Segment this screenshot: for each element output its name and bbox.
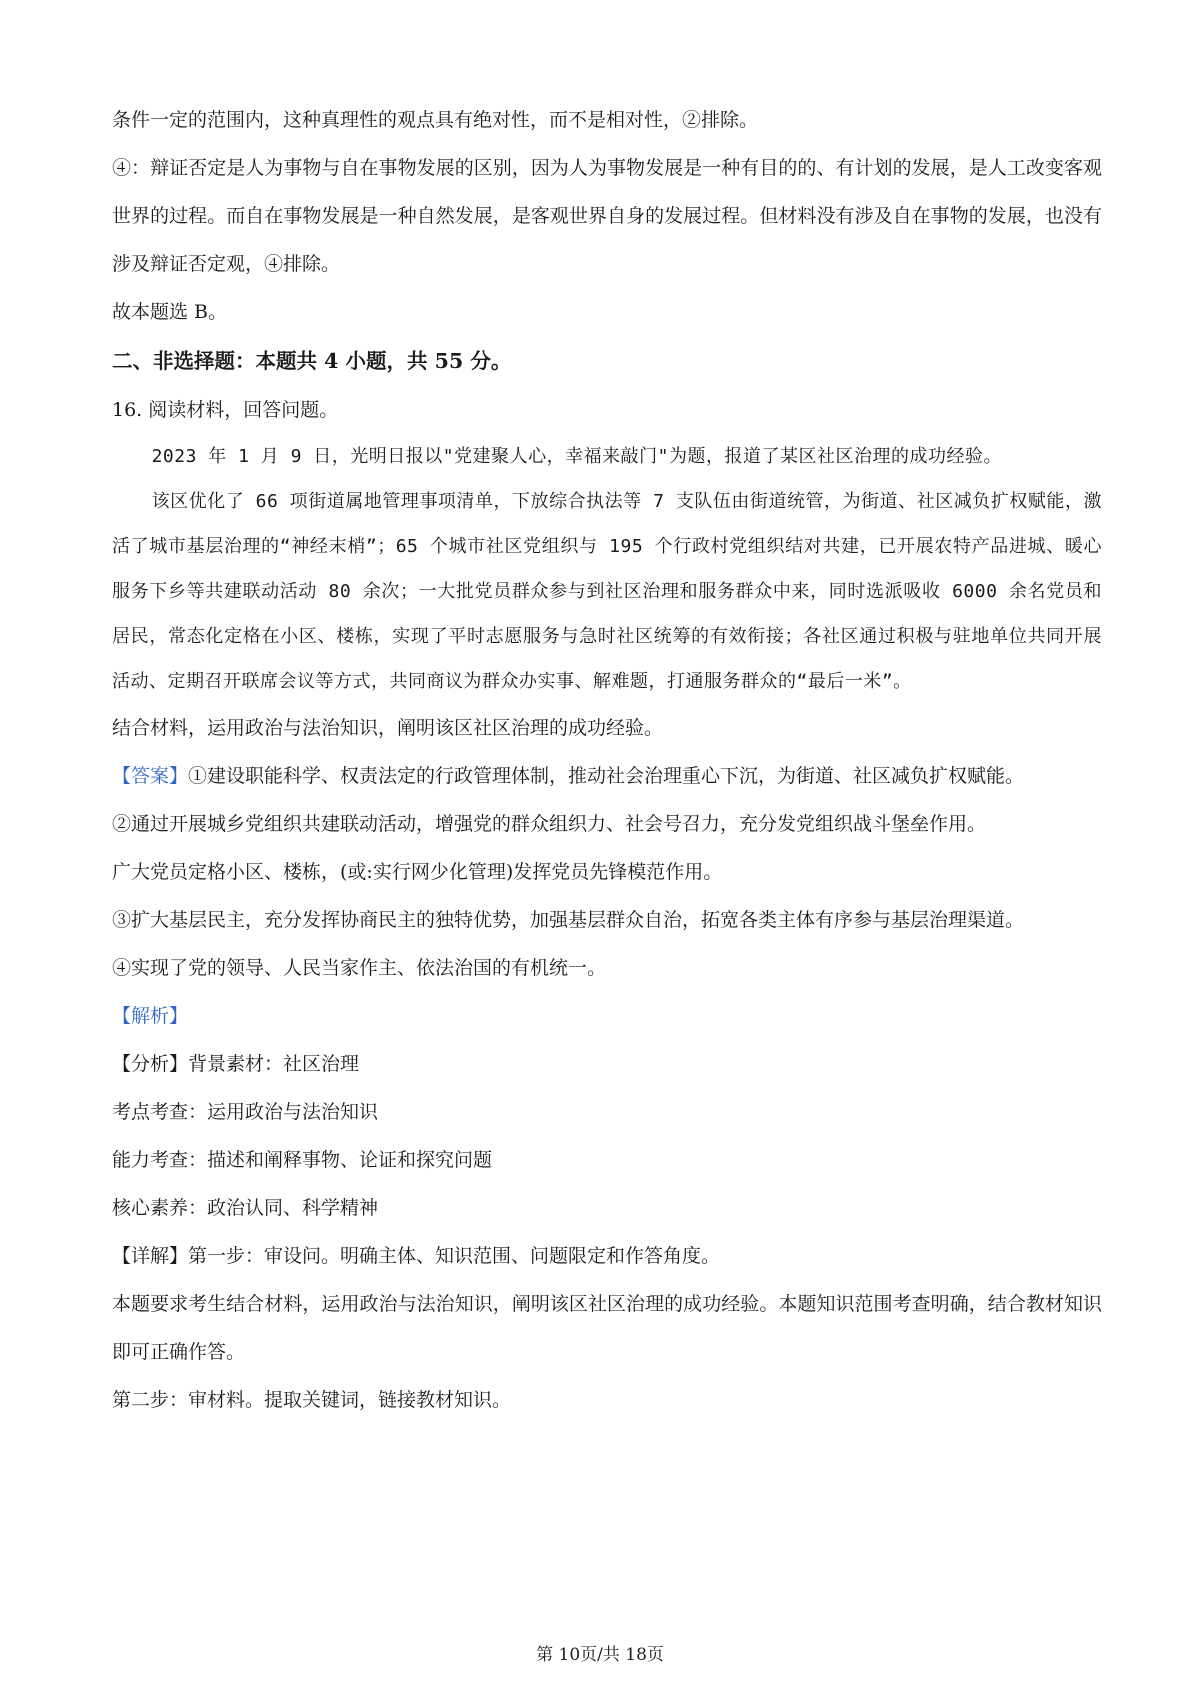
prev-question-line: 条件一定的范围内，这种真理性的观点具有绝对性，而不是相对性，②排除。 <box>112 109 759 131</box>
analysis-background: 【分析】背景素材：社区治理 <box>112 1053 360 1075</box>
analysis-tag: 【解析】 <box>112 1005 189 1027</box>
answer-point-1 <box>112 752 1102 800</box>
analysis-detail-step-1-body: 本题要求考生结合材料，运用政治与法治知识，阐明该区社区治理的成功经验。本题知识范围考查明确，结合教材知识即可正确作答。 <box>112 1293 1102 1363</box>
question-16-material-body: 该区优化了 66 项街道属地管理事项清单，下放综合执法等 7 支队伍由街道统管，为街道、社区减负扩权赋能，激活了城市基层治理的“神经末梢”；65 个城市社区党组织与 195 个行政村党组织结对共建，已开展农特产品进城、暖心服务下乡等共建联动活动 80 余次；一大批党员群众参与到社区治理和服务群众中来，同时选派吸收 6000 余名党员和居民，常态化定格在小区、楼栋，实现了平时志愿服务与急时社区统筹的有效衔接；各社区通过积极与驻地单位共同开展活动、定期召开联席会议等方式，共同商议为群众办实事、解难题，打通服务群众的“最后一米”。 <box>112 491 1102 692</box>
question-16-task: 结合材料，运用政治与法治知识，阐明该区社区治理的成功经验。 <box>112 717 664 739</box>
analysis-kaodian: 考点考查：运用政治与法治知识 <box>112 1101 379 1123</box>
analysis-suyang: 核心素养：政治认同、科学精神 <box>112 1197 379 1219</box>
answer-point-3: ③扩大基层民主，充分发挥协商民主的独特优势，加强基层群众自治，拓宽各类主体有序参与基层治理渠道。 <box>112 909 1025 931</box>
prev-question-conclusion: 故本题选 B。 <box>112 301 228 323</box>
analysis-nengli: 能力考查：描述和阐释事物、论证和探究问题 <box>112 1149 493 1171</box>
question-16-material-intro: 2023 年 1 月 9 日，光明日报以"党建聚人心，幸福来敲门"为题，报道了某区社区治理的成功经验。 <box>151 446 1002 467</box>
section-heading: 二、非选择题：本题共 4 小题，共 55 分。 <box>112 349 512 373</box>
prev-question-option-4-explanation: ④：辩证否定是人为事物与自在事物发展的区别，因为人为事物发展是一种有目的的、有计划的发展，是人工改变客观世界的过程。而自在事物发展是一种自然发展，是客观世界自身的发展过程。但材料没有涉及自在事物的发展，也没有涉及辩证否定观，④排除。 <box>112 157 1102 275</box>
answer-point-2: ②通过开展城乡党组织共建联动活动，增强党的群众组织力、社会号召力，充分发党组织战斗堡垒作用。 <box>112 813 987 835</box>
answer-tag: 【答案】 <box>112 765 189 787</box>
page-number: 第 10页/共 18页 <box>536 1645 664 1665</box>
answer-point-4: ④实现了党的领导、人民当家作主、依法治国的有机统一。 <box>112 957 607 979</box>
analysis-detail-step-2: 第二步：审材料。提取关键词，链接教材知识。 <box>112 1389 512 1411</box>
question-16-stem: 16. 阅读材料，回答问题。 <box>112 399 339 421</box>
answer-point-1-text: ①建设职能科学、权责法定的行政管理体制，推动社会治理重心下沉，为街道、社区减负扩权赋能。 <box>188 765 1025 787</box>
document-page <box>112 96 1102 1424</box>
analysis-detail-step-1: 【详解】第一步：审设问。明确主体、知识范围、问题限定和作答角度。 <box>112 1245 721 1267</box>
answer-point-2b: 广大党员定格小区、楼栋，(或:实行网少化管理)发挥党员先锋模范作用。 <box>112 861 723 883</box>
